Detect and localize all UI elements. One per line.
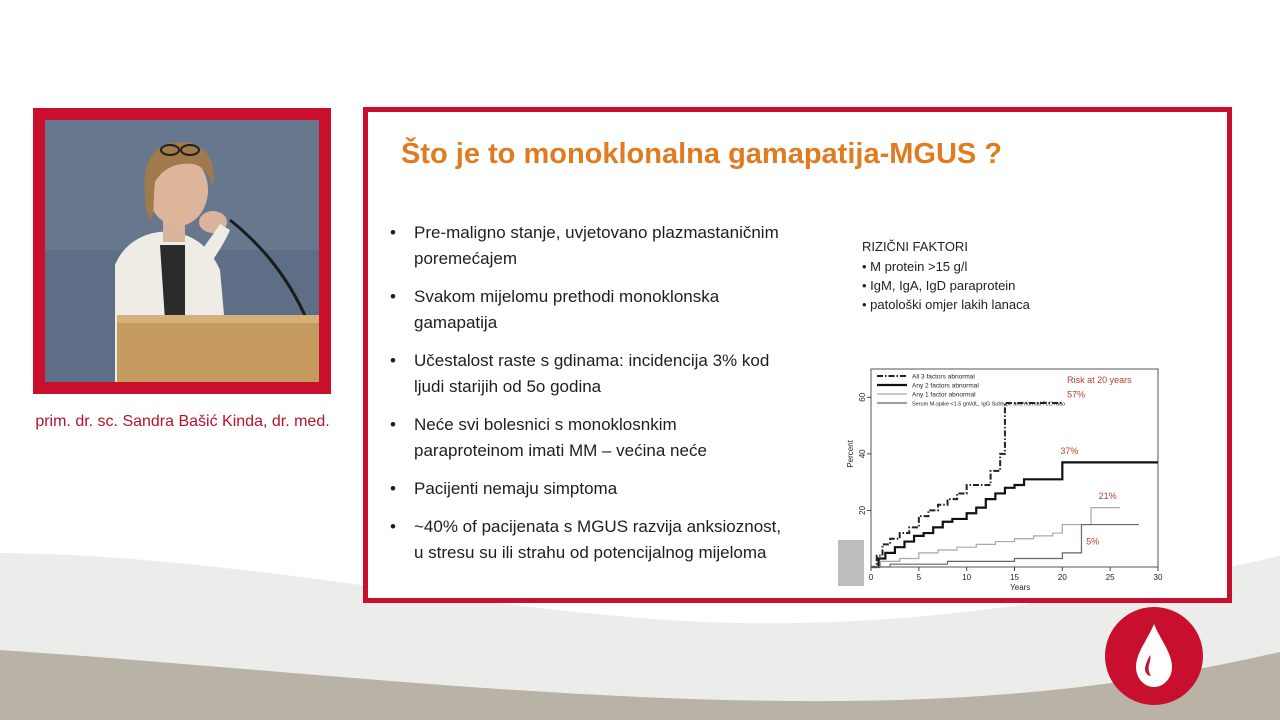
bullet-item: [390, 348, 850, 400]
y-tick-label: 20: [858, 505, 867, 515]
bullet-line: Učestalost raste s gdinama: incidencija 3% kod: [414, 351, 770, 370]
bullet-list: [390, 220, 850, 578]
bullet-line: Pre-maligno stanje, uvjetovano plazmastaničnim: [414, 223, 779, 242]
x-tick-label: 0: [868, 573, 874, 582]
risk-chart-svg: [833, 367, 1163, 592]
bullet-line: paraproteinom imati MM – većina neće: [414, 441, 707, 460]
x-tick-label: 15: [1010, 573, 1019, 582]
bullet-item: [390, 412, 850, 464]
bullet-line: Pacijenti nemaju simptoma: [414, 479, 618, 498]
bullet-line: poremećajem: [414, 249, 517, 268]
series-data-label: 5%: [1086, 536, 1100, 547]
legend-label: All 3 factors abnormal: [912, 373, 975, 381]
x-tick-label: 25: [1105, 573, 1115, 582]
y-tick-label: 60: [858, 392, 867, 402]
slide-title: Što je to monoklonalna gamapatija-MGUS ?: [401, 138, 1002, 170]
speaker-video-image: [45, 120, 319, 382]
speaker-video: [45, 120, 319, 382]
bullet-item: [390, 514, 850, 566]
bullet-line: ljudi starijih od 5o godina: [414, 377, 602, 396]
bullet-item: [390, 476, 850, 502]
x-axis-label: Years: [1010, 583, 1031, 592]
risk-factors: [862, 237, 1112, 314]
bullet-line: ~40% of pacijenata s MGUS razvija anksioznost,: [414, 517, 782, 536]
slide: [363, 107, 1232, 603]
risk-factors-list: [862, 257, 1112, 314]
gray-overlay-block: [838, 540, 864, 586]
legend-label: Any 2 factors abnormal: [912, 382, 979, 390]
blood-drop-logo: [1105, 607, 1203, 705]
risk-factor-item: • M protein >15 g/l: [862, 257, 1112, 276]
chart-title: Risk at 20 years: [1067, 375, 1132, 385]
bullet-line: Svakom mijelomu prethodi monoklonska: [414, 287, 720, 306]
speaker-name: prim. dr. sc. Sandra Bašić Kinda, dr. med.: [35, 413, 330, 430]
series-data-label: 37%: [1060, 445, 1079, 456]
risk-factors-title: RIZIČNI FAKTORI: [862, 239, 968, 254]
speaker-video-frame: [33, 108, 331, 394]
x-tick-label: 20: [1057, 573, 1067, 582]
series-data-label: 21%: [1098, 491, 1117, 502]
legend-label: Serum M-spike <1.5 gm/dL, IgG Subtype and normal FLC ratio: [912, 401, 1066, 408]
y-axis-label: Percent: [846, 440, 855, 468]
y-tick-label: 40: [858, 449, 867, 459]
x-tick-label: 10: [962, 573, 972, 582]
bullet-line: u stresu su ili strahu od potencijalnog mijeloma: [414, 543, 767, 562]
bullet-item: [390, 220, 850, 272]
bullet-item: [390, 284, 850, 336]
bullet-line: gamapatija: [414, 313, 498, 332]
legend-label: Any 1 factor abnormal: [912, 391, 976, 399]
risk-chart: [833, 367, 1163, 592]
risk-factor-item: • IgM, IgA, IgD paraprotein: [862, 276, 1112, 295]
risk-factor-item: • patološki omjer lakih lanaca: [862, 295, 1112, 314]
bullet-line: Neće svi bolesnici s monoklosnkim: [414, 415, 677, 434]
x-tick-label: 30: [1153, 573, 1163, 582]
series-data-label: 57%: [1067, 389, 1086, 400]
x-tick-label: 5: [916, 573, 922, 582]
